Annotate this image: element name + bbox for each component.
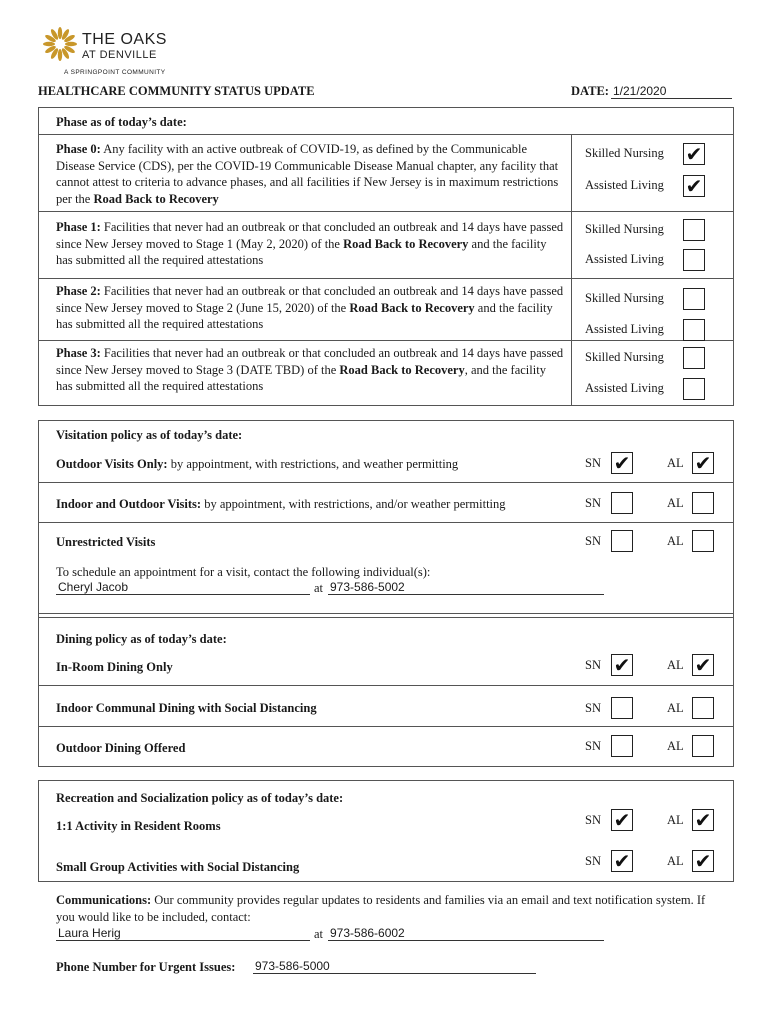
- sn-checkbox[interactable]: ✔: [611, 654, 633, 676]
- al-checkbox[interactable]: ✔: [692, 452, 714, 474]
- road-back-to-recovery: Road Back to Recovery: [349, 300, 475, 315]
- recreation-option-label: Small Group Activities with Social Distancing: [56, 860, 300, 874]
- logo: [42, 26, 182, 78]
- dining-option: [56, 740, 576, 757]
- communications-text: [56, 892, 726, 925]
- assisted-living-checkbox[interactable]: [683, 378, 705, 400]
- logo-subtitle: AT DENVILLE: [82, 49, 157, 61]
- sn-label: SN: [585, 854, 601, 868]
- dining-option: [56, 659, 576, 676]
- visitation-option-label: Unrestricted Visits: [56, 535, 156, 549]
- assisted-living-label: Assisted Living: [585, 178, 664, 192]
- recreation-option-label: 1:1 Activity in Resident Rooms: [56, 819, 221, 833]
- comm-contact-at: at: [314, 927, 324, 941]
- sn-checkbox[interactable]: ✔: [611, 850, 633, 872]
- sn-label: SN: [585, 534, 601, 548]
- al-label: AL: [667, 739, 684, 753]
- dining-option-label: In-Room Dining Only: [56, 660, 173, 674]
- visitation-option-label: Indoor and Outdoor Visits:: [56, 497, 202, 511]
- al-checkbox[interactable]: [692, 530, 714, 552]
- skilled-nursing-checkbox[interactable]: [683, 347, 705, 369]
- phase-description: [56, 219, 564, 269]
- al-checkbox[interactable]: ✔: [692, 654, 714, 676]
- skilled-nursing-checkbox[interactable]: [683, 219, 705, 241]
- al-label: AL: [667, 456, 684, 470]
- sn-label: SN: [585, 496, 601, 510]
- logo-tagline: A SPRINGPOINT COMMUNITY: [64, 69, 166, 76]
- sn-checkbox[interactable]: ✔: [611, 809, 633, 831]
- visit-contact-name[interactable]: Cheryl Jacob: [56, 580, 310, 595]
- phase-name: Phase 0:: [56, 142, 101, 156]
- road-back-to-recovery: Road Back to Recovery: [343, 236, 469, 251]
- phase-name: Phase 1:: [56, 220, 101, 234]
- phase-description: [56, 283, 564, 333]
- al-label: AL: [667, 534, 684, 548]
- al-label: AL: [667, 496, 684, 510]
- phase-text: Facilities that never had an outbreak or that concluded an outbreak and 14 days have passed since New Jersey moved to Stage 1 (May 2, 2020) of the: [56, 220, 564, 251]
- skilled-nursing-checkbox[interactable]: [683, 288, 705, 310]
- recreation-option: [56, 818, 576, 835]
- sn-checkbox[interactable]: [611, 735, 633, 757]
- al-checkbox[interactable]: ✔: [692, 809, 714, 831]
- date-field[interactable]: 1/21/2020: [611, 84, 732, 99]
- urgent-label: Phone Number for Urgent Issues:: [56, 960, 236, 974]
- phase-description: [56, 141, 564, 207]
- sn-checkbox[interactable]: [611, 492, 633, 514]
- logo-name: THE OAKS: [82, 31, 167, 48]
- comm-contact-name[interactable]: Laura Herig: [56, 926, 310, 941]
- comm-contact-phone[interactable]: 973-586-6002: [328, 926, 604, 941]
- phase-name: Phase 3:: [56, 346, 101, 360]
- skilled-nursing-label: Skilled Nursing: [585, 146, 664, 160]
- sn-label: SN: [585, 701, 601, 715]
- phase-text: Facilities that never had an outbreak or that concluded an outbreak and 14 days have passed since New Jersey moved to Stage 2 (June 15, 2020) of the: [56, 284, 564, 315]
- al-label: AL: [667, 658, 684, 672]
- phase-description: [56, 345, 564, 395]
- al-checkbox[interactable]: [692, 492, 714, 514]
- visitation-option-detail: by appointment, with restrictions, and/or weather permitting: [201, 497, 506, 511]
- dining-option: [56, 700, 576, 717]
- al-label: AL: [667, 854, 684, 868]
- visitation-option: [56, 534, 576, 551]
- skilled-nursing-checkbox[interactable]: ✔: [683, 143, 705, 165]
- visit-contact-at: at: [314, 581, 324, 595]
- communications-body: Our community provides regular updates to residents and families via an email and text notification system. If you would like to be included, contact:: [56, 893, 706, 924]
- dining-section-title: Dining policy as of today’s date:: [56, 632, 227, 646]
- visitation-option-detail: by appointment, with restrictions, and weather permitting: [167, 457, 459, 471]
- sn-label: SN: [585, 739, 601, 753]
- phase-name: Phase 2:: [56, 284, 101, 298]
- assisted-living-label: Assisted Living: [585, 252, 664, 266]
- skilled-nursing-label: Skilled Nursing: [585, 350, 664, 364]
- al-label: AL: [667, 701, 684, 715]
- date-label: DATE:: [571, 84, 609, 98]
- visitation-option: [56, 456, 576, 473]
- recreation-section-title: Recreation and Socialization policy as of today’s date:: [56, 791, 344, 805]
- phase-text: Facilities that never had an outbreak or that concluded an outbreak and 14 days have passed since New Jersey moved to Stage 3 (DATE TBD) of the: [56, 346, 564, 377]
- skilled-nursing-label: Skilled Nursing: [585, 222, 664, 236]
- assisted-living-checkbox[interactable]: [683, 249, 705, 271]
- al-label: AL: [667, 813, 684, 827]
- sn-label: SN: [585, 658, 601, 672]
- recreation-option: [56, 859, 576, 876]
- sn-checkbox[interactable]: [611, 697, 633, 719]
- visitation-option-label: Outdoor Visits Only:: [56, 457, 168, 471]
- sn-label: SN: [585, 813, 601, 827]
- phase-tail: and the facility has submitted all the required attestations: [56, 236, 547, 267]
- sn-checkbox[interactable]: ✔: [611, 452, 633, 474]
- assisted-living-label: Assisted Living: [585, 381, 664, 395]
- skilled-nursing-label: Skilled Nursing: [585, 291, 664, 305]
- road-back-to-recovery: Road Back to Recovery: [93, 191, 219, 206]
- al-checkbox[interactable]: [692, 697, 714, 719]
- dining-option-label: Outdoor Dining Offered: [56, 741, 186, 755]
- page-title: HEALTHCARE COMMUNITY STATUS UPDATE: [38, 84, 315, 98]
- communications-label: Communications:: [56, 893, 152, 907]
- oak-leaf-icon: [42, 26, 78, 62]
- phase-tail: , and the facility has submitted all the required attestations: [56, 362, 546, 393]
- assisted-living-checkbox[interactable]: ✔: [683, 175, 705, 197]
- assisted-living-label: Assisted Living: [585, 322, 664, 336]
- al-checkbox[interactable]: [692, 735, 714, 757]
- road-back-to-recovery: Road Back to Recovery: [339, 362, 465, 377]
- visit-contact-text: To schedule an appointment for a visit, contact the following individual(s):: [56, 565, 431, 579]
- phase-tail: and the facility has submitted all the required attestations: [56, 300, 553, 331]
- sn-checkbox[interactable]: [611, 530, 633, 552]
- al-checkbox[interactable]: ✔: [692, 850, 714, 872]
- assisted-living-checkbox[interactable]: [683, 319, 705, 341]
- phase-section-title: Phase as of today’s date:: [56, 115, 187, 129]
- visit-contact-phone[interactable]: 973-586-5002: [328, 580, 604, 595]
- urgent-phone[interactable]: 973-586-5000: [253, 959, 536, 974]
- phase-text: Any facility with an active outbreak of COVID-19, as defined by the Communicable Disease Service (CDS), per the COVID-19 Communicable Disease Manual chapter, any facility that cannot attest to criteria to advance phases, and all facilities if New Jersey is in maximum restrictions per the: [56, 142, 559, 206]
- visitation-section-title: Visitation policy as of today’s date:: [56, 428, 243, 442]
- sn-label: SN: [585, 456, 601, 470]
- dining-option-label: Indoor Communal Dining with Social Distancing: [56, 701, 317, 715]
- visitation-option: [56, 496, 576, 513]
